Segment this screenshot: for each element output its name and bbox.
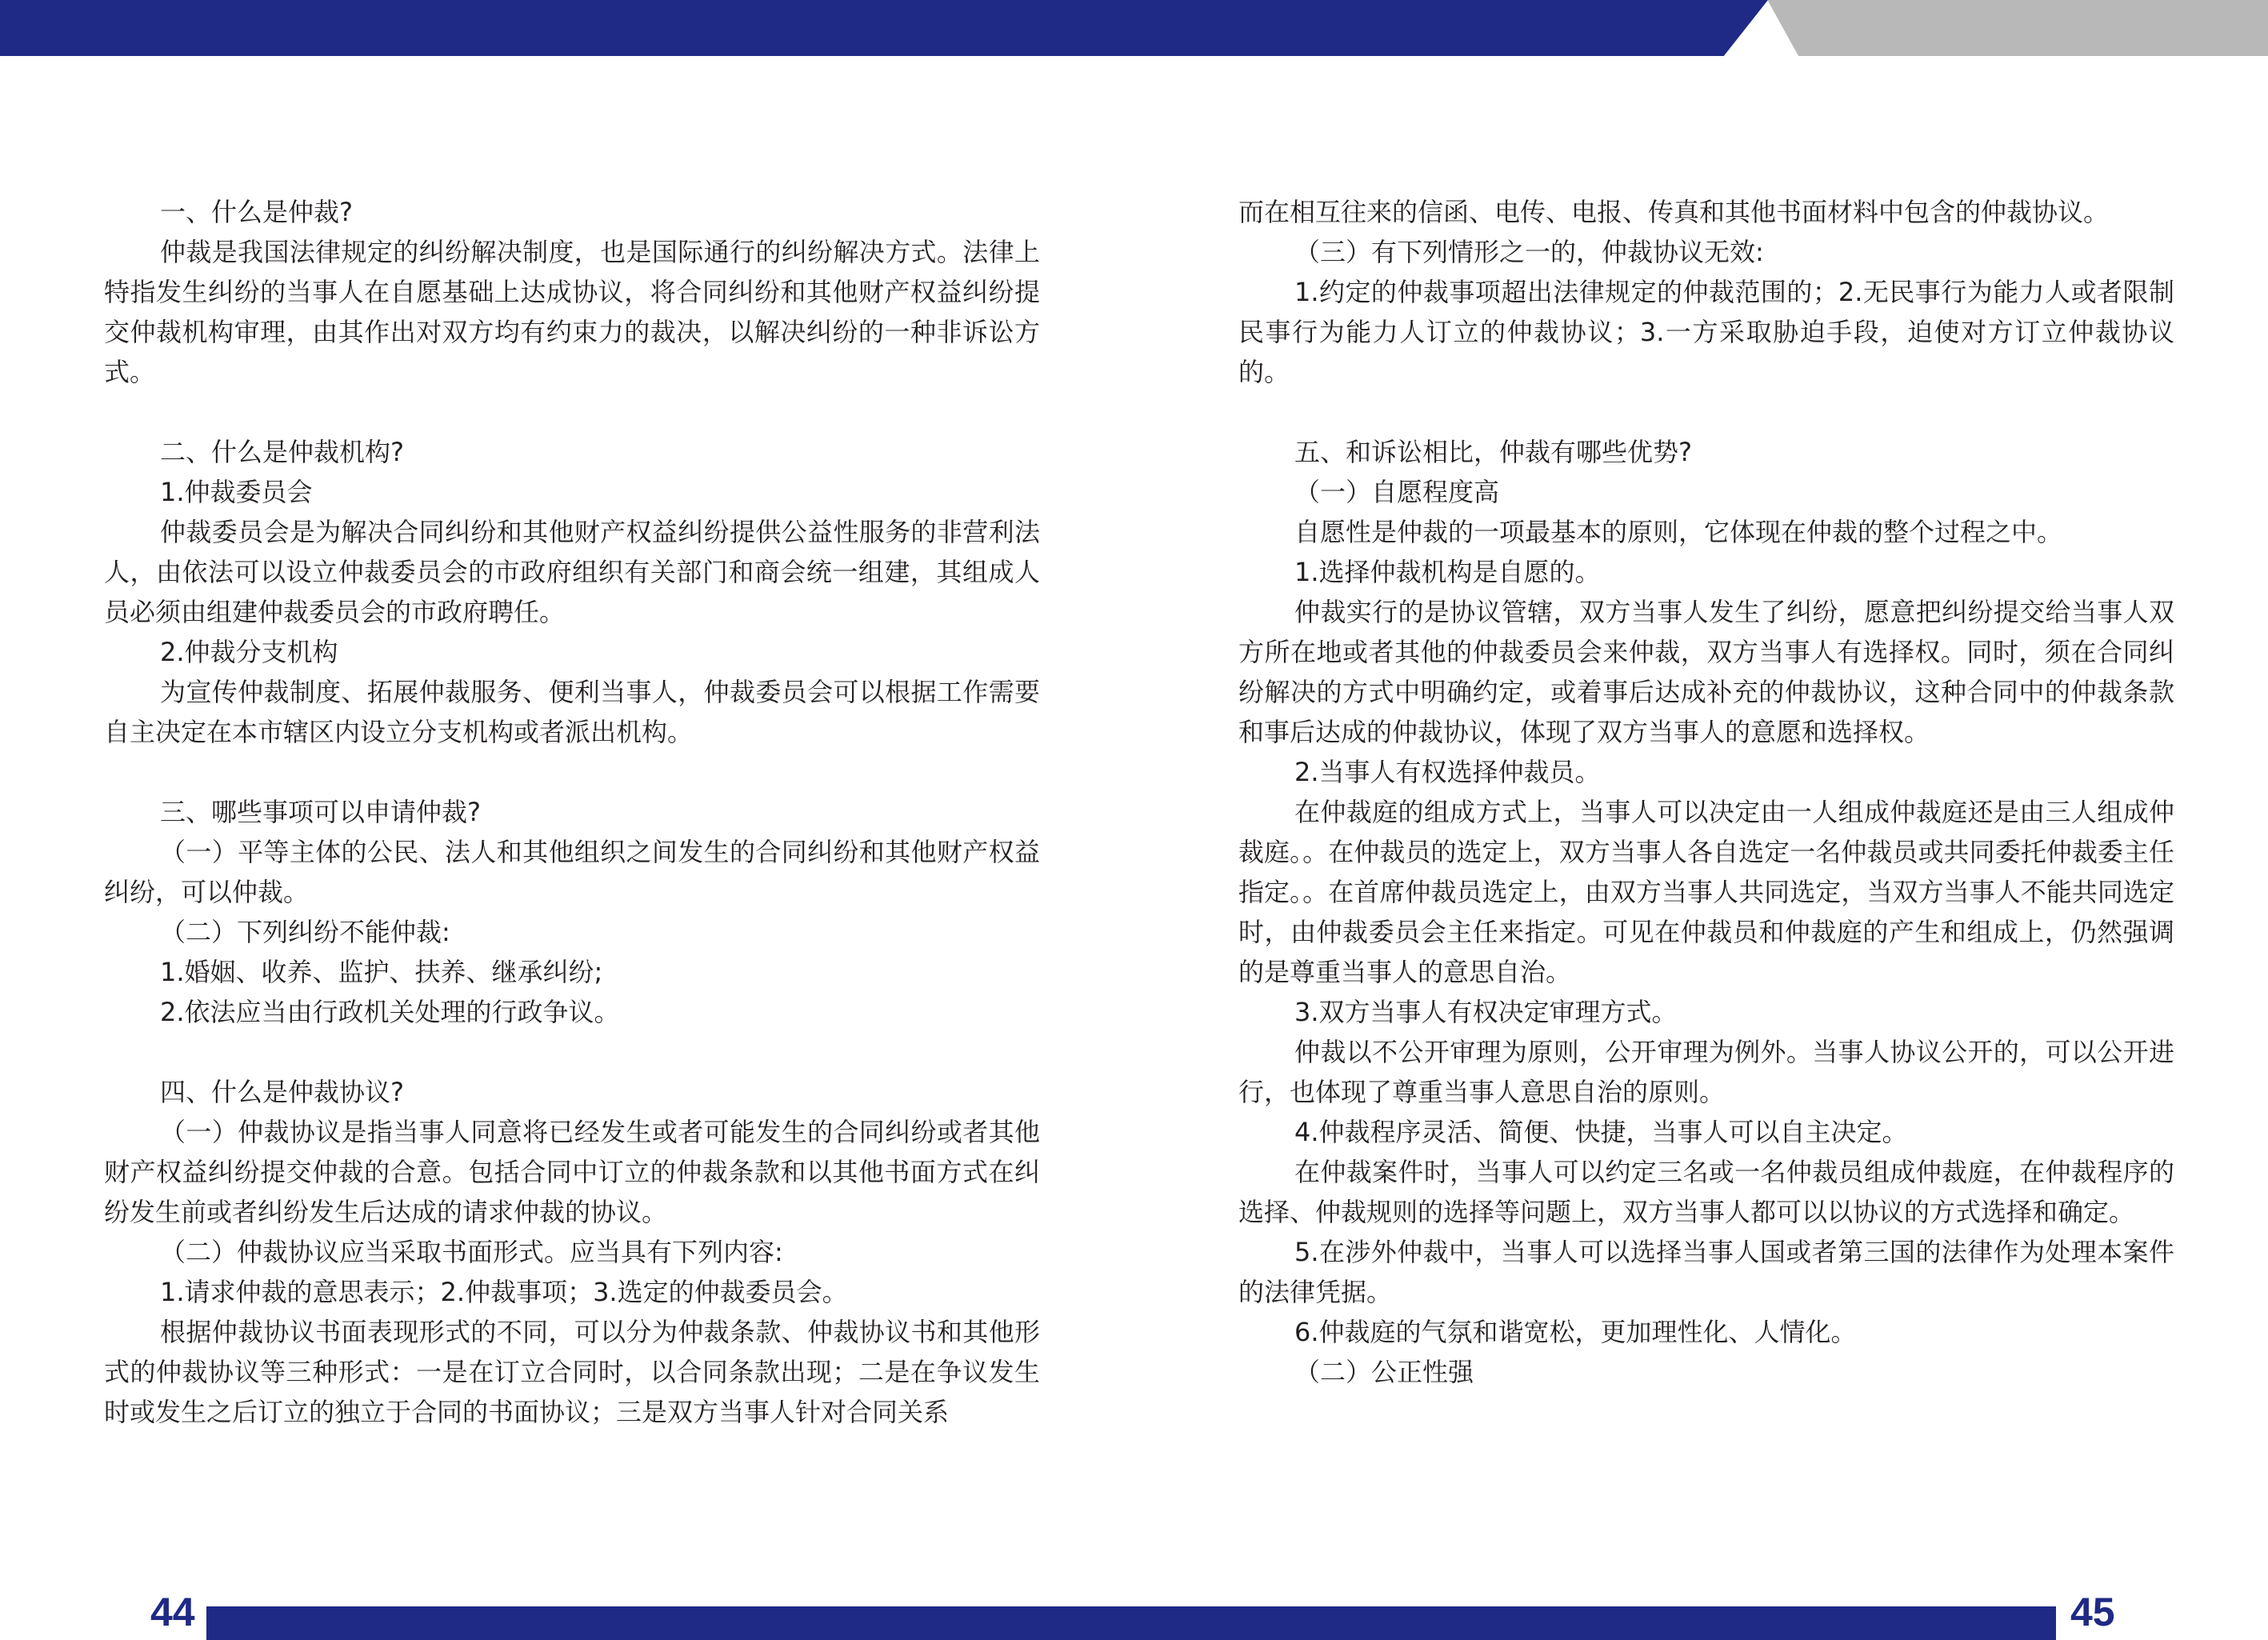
- paragraph: 5.在涉外仲裁中，当事人可以选择当事人国或者第三国的法律作为处理本案件的法律凭据。: [1238, 1237, 2174, 1307]
- paragraph-gap: [104, 752, 1040, 792]
- paragraph: 二、什么是仲裁机构?: [160, 437, 404, 467]
- paragraph: （二）仲裁协议应当采取书面形式。应当具有下列内容:: [160, 1237, 783, 1267]
- paragraph: （二）公正性强: [1294, 1357, 1474, 1387]
- paragraph-gap: [104, 1032, 1040, 1072]
- paragraph: 2.当事人有权选择仲裁员。: [1294, 757, 1601, 787]
- paragraph: 一、什么是仲裁?: [160, 197, 353, 227]
- paragraph: 3.双方当事人有权决定审理方式。: [1294, 997, 1678, 1027]
- paragraph: 仲裁实行的是协议管辖，双方当事人发生了纠纷，愿意把纠纷提交给当事人双方所在地或者其他的仲裁委员会来仲裁，双方当事人有选择权。同时，须在合同纠纷解决的方式中明确约定，或着事后达成补充的仲裁协议，这种合同中的仲裁条款和事后达成的仲裁协议，体现了双方当事人的意愿和选择权。: [1238, 597, 2174, 747]
- paragraph: 1.婚姻、收养、监护、扶养、继承纠纷;: [160, 957, 603, 987]
- left-page-column: [104, 192, 1040, 1432]
- paragraph: 为宣传仲裁制度、拓展仲裁服务、便利当事人，仲裁委员会可以根据工作需要自主决定在本市辖区内设立分支机构或者派出机构。: [104, 677, 1040, 747]
- paragraph: （一）自愿程度高: [1294, 477, 1500, 507]
- paragraph: 而在相互往来的信函、电传、电报、传真和其他书面材料中包含的仲裁协议。: [1238, 197, 2110, 227]
- page-number-left: 44: [150, 1590, 195, 1634]
- paragraph: （三）有下列情形之一的，仲裁协议无效:: [1294, 237, 1764, 267]
- paragraph: 在仲裁案件时，当事人可以约定三名或一名仲裁员组成仲裁庭，在仲裁程序的选择、仲裁规则的选择等问题上，双方当事人都可以以协议的方式选择和确定。: [1238, 1157, 2174, 1227]
- paragraph: （一）平等主体的公民、法人和其他组织之间发生的合同纠纷和其他财产权益纠纷，可以仲裁。: [104, 837, 1040, 907]
- footer-bar: [206, 1606, 2056, 1640]
- paragraph: 6.仲裁庭的气氛和谐宽松，更加理性化、人情化。: [1294, 1317, 1857, 1347]
- paragraph: 三、哪些事项可以申请仲裁?: [160, 797, 481, 827]
- paragraph: 自愿性是仲裁的一项最基本的原则，它体现在仲裁的整个过程之中。: [1294, 517, 2063, 547]
- paragraph: 1.仲裁委员会: [160, 477, 313, 507]
- paragraph: 仲裁委员会是为解决合同纠纷和其他财产权益纠纷提供公益性服务的非营利法人，由依法可以设立仲裁委员会的市政府组织有关部门和商会统一组建，其组成人员必须由组建仲裁委员会的市政府聘任。: [104, 517, 1040, 627]
- paragraph: 仲裁是我国法律规定的纠纷解决制度，也是国际通行的纠纷解决方式。法律上特指发生纠纷的当事人在自愿基础上达成协议，将合同纠纷和其他财产权益纠纷提交仲裁机构审理，由其作出对双方均有约束力的裁决，以解决纠纷的一种非诉讼方式。: [104, 237, 1040, 387]
- paragraph: 2.依法应当由行政机关处理的行政争议。: [160, 997, 620, 1027]
- top-banner-blue: [0, 0, 1768, 56]
- paragraph-gap: [1238, 392, 2174, 432]
- paragraph: 五、和诉讼相比，仲裁有哪些优势?: [1294, 437, 1692, 467]
- paragraph: 四、什么是仲裁协议?: [160, 1077, 404, 1107]
- paragraph: 根据仲裁协议书面表现形式的不同，可以分为仲裁条款、仲裁协议书和其他形式的仲裁协议等三种形式：一是在订立合同时，以合同条款出现；二是在争议发生时或发生之后订立的独立于合同的书面协议；三是双方当事人针对合同关系: [104, 1317, 1040, 1427]
- top-banner-gray: [1752, 0, 2268, 56]
- right-page-column: [1238, 192, 2174, 1392]
- paragraph: 仲裁以不公开审理为原则，公开审理为例外。当事人协议公开的，可以公开进行，也体现了尊重当事人意思自治的原则。: [1238, 1037, 2174, 1107]
- paragraph: 2.仲裁分支机构: [160, 637, 338, 667]
- paragraph: 1.选择仲裁机构是自愿的。: [1294, 557, 1601, 587]
- paragraph: 1.请求仲裁的意思表示；2.仲裁事项；3.选定的仲裁委员会。: [160, 1277, 848, 1307]
- paragraph: 1.约定的仲裁事项超出法律规定的仲裁范围的；2.无民事行为能力人或者限制民事行为能力人订立的仲裁协议；3.一方采取胁迫手段，迫使对方订立仲裁协议的。: [1238, 277, 2174, 387]
- paragraph: 4.仲裁程序灵活、简便、快捷，当事人可以自主决定。: [1294, 1117, 1908, 1147]
- paragraph-gap: [104, 392, 1040, 432]
- paragraph: （一）仲裁协议是指当事人同意将已经发生或者可能发生的合同纠纷或者其他财产权益纠纷提交仲裁的合意。包括合同中订立的仲裁条款和以其他书面方式在纠纷发生前或者纠纷发生后达成的请求仲裁的协议。: [104, 1117, 1040, 1227]
- paragraph: （二）下列纠纷不能仲裁:: [160, 917, 450, 947]
- page-number-right: 45: [2070, 1590, 2115, 1634]
- paragraph: 在仲裁庭的组成方式上，当事人可以决定由一人组成仲裁庭还是由三人组成仲裁庭。。在仲裁员的选定上，双方当事人各自选定一名仲裁员或共同委托仲裁委主任指定。。在首席仲裁员选定上，由双方当事人共同选定，当双方当事人不能共同选定时，由仲裁委员会主任来指定。可见在仲裁员和仲裁庭的产生和组成上，仍然强调的是尊重当事人的意思自治。: [1238, 797, 2174, 987]
